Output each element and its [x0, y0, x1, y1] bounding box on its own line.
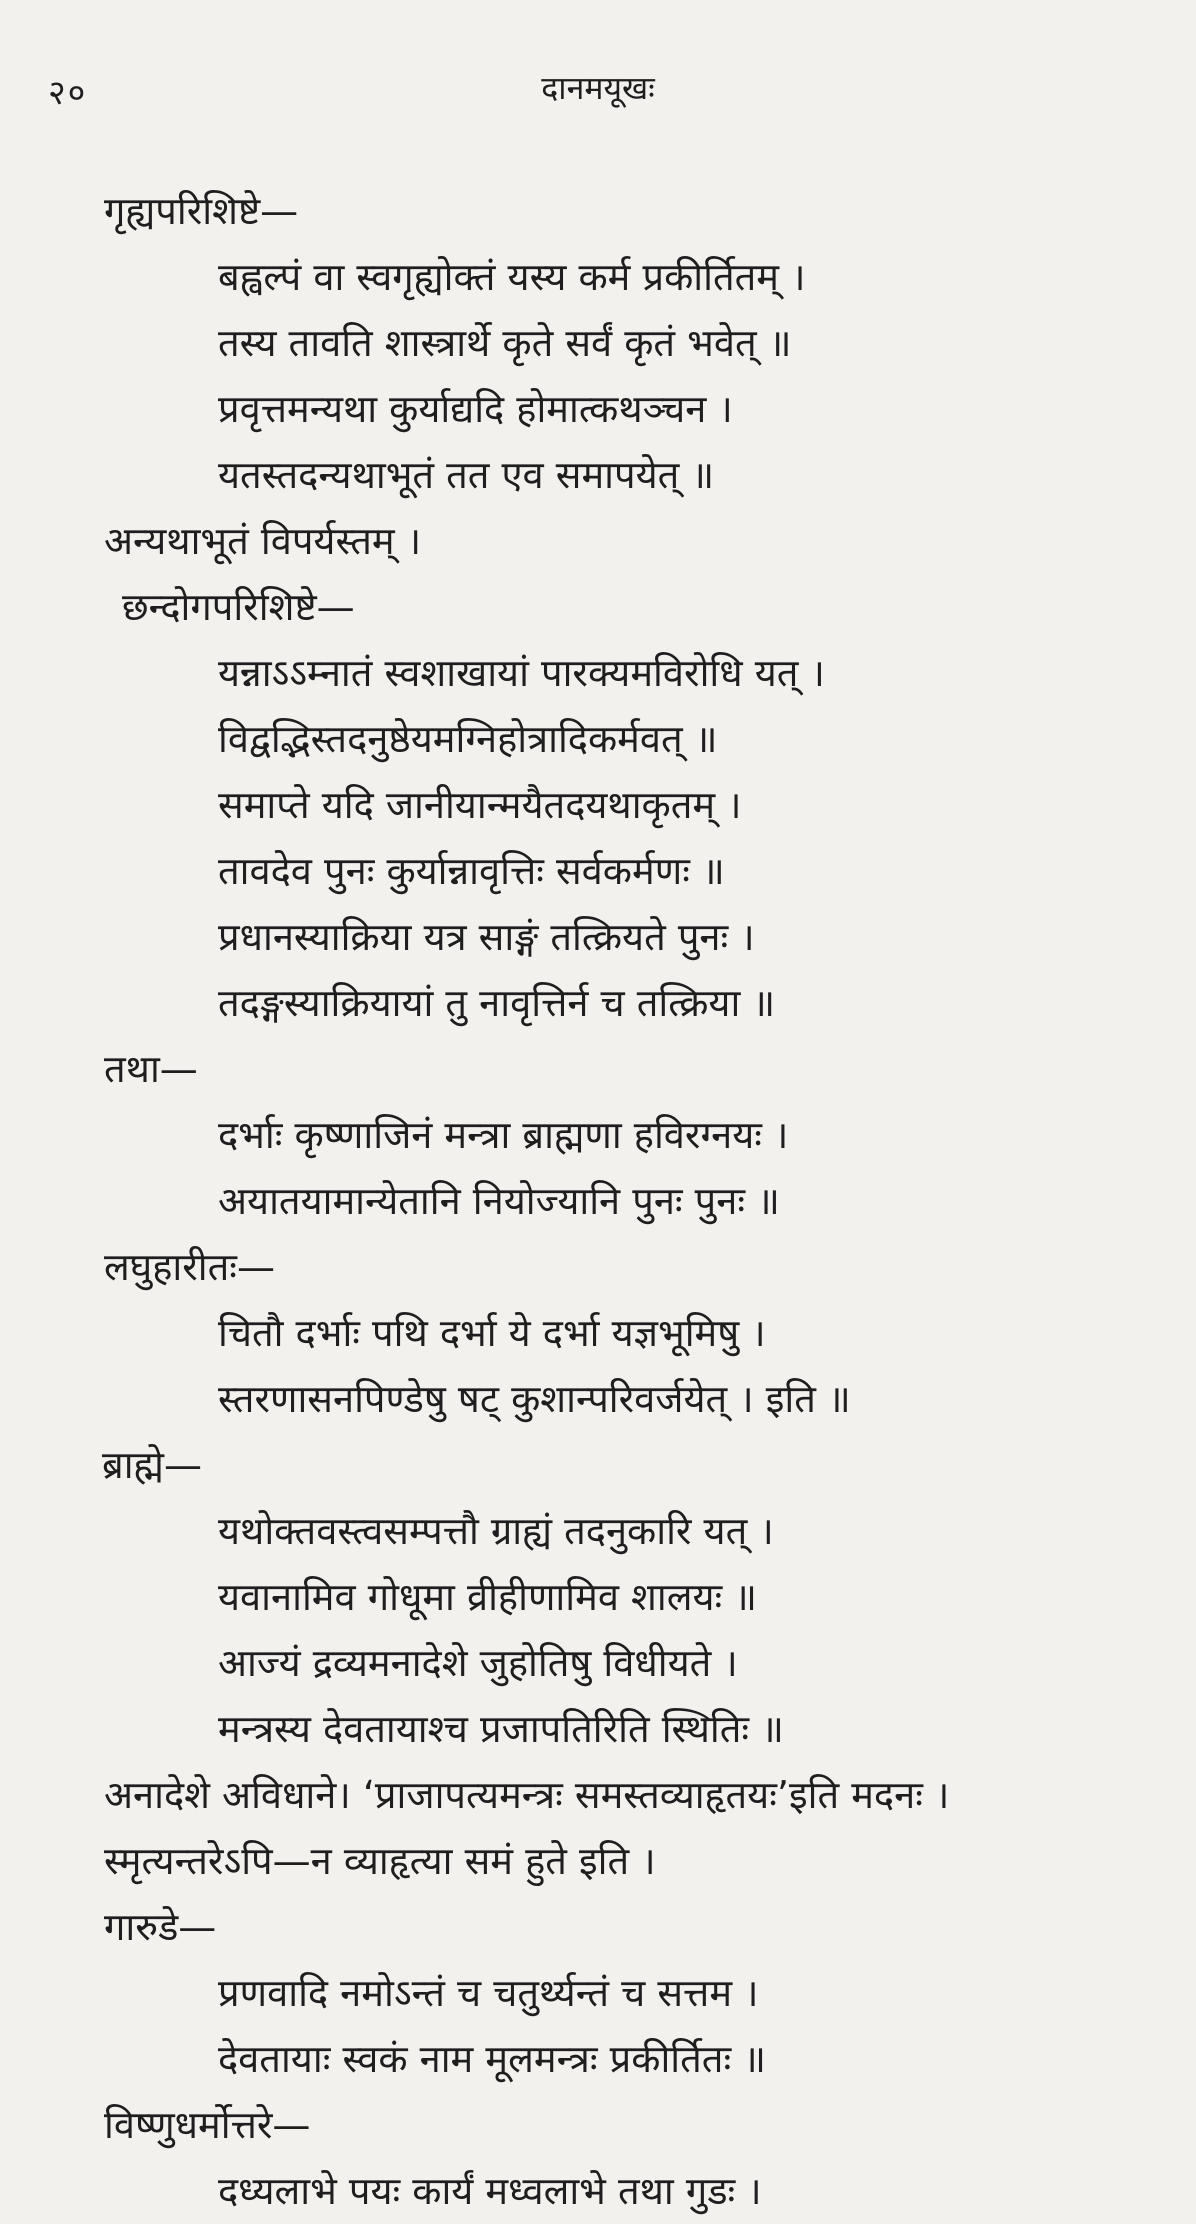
verse-line: आज्यं द्रव्यमनादेशे जुहोतिषु विधीयते ।: [218, 1641, 738, 1685]
verse-line: यतस्तदन्यथाभूतं तत एव समापयेत् ॥: [218, 453, 715, 497]
commentary-line: स्मृत्यन्तरेऽपि—न व्याहृत्या समं हुते इति ।: [104, 1839, 656, 1883]
verse-line: यवानामिव गोधूमा व्रीहीणामिव शालयः ॥: [218, 1575, 758, 1619]
verse-line: समाप्ते यदि जानीयान्मयैतदयथाकृतम् ।: [218, 783, 742, 827]
page-body: [0, 178, 1196, 2224]
verse-line: प्रधानस्याक्रिया यत्र साङ्गं तत्क्रियते पुनः ।: [218, 915, 755, 959]
section-heading: ब्राह्मे—: [102, 1443, 202, 1487]
commentary-line: अन्यथाभूतं विपर्यस्तम् ।: [104, 519, 422, 563]
section-heading: छन्दोगपरिशिष्टे—: [122, 585, 355, 629]
verse-line: यन्नाऽऽम्नातं स्वशाखायां पारक्यमविरोधि यत् ।: [218, 651, 825, 695]
verse-line: दर्भाः कृष्णाजिनं मन्त्रा ब्राह्मणा हविरग्नयः ।: [218, 1113, 789, 1157]
verse-line: मन्त्रस्य देवतायाश्च प्रजापतिरिति स्थितिः ॥: [218, 1707, 784, 1751]
section-heading: गारुडे—: [104, 1905, 217, 1949]
page-number: २०: [48, 73, 88, 113]
verse-line: बह्वल्पं वा स्वगृह्योक्तं यस्य कर्म प्रकीर्तितम् ।: [218, 255, 806, 299]
commentary-line: अनादेशे अविधाने। ‘प्राजापत्यमन्त्रः समस्तव्याहृतयः’इति मदनः ।: [104, 1773, 950, 1817]
section-heading: गृह्यपरिशिष्टे—: [104, 189, 299, 233]
verse-line: तावदेव पुनः कुर्यान्नावृत्तिः सर्वकर्मणः ॥: [218, 849, 725, 893]
verse-line: प्रवृत्तमन्यथा कुर्याद्यदि होमात्कथञ्चन ।: [218, 387, 733, 431]
section-heading: लघुहारीतः—: [104, 1245, 275, 1289]
section-heading: तथा—: [104, 1047, 198, 1091]
verse-line: स्तरणासनपिण्डेषु षट् कुशान्परिवर्जयेत् । इति ॥: [218, 1377, 851, 1421]
verse-line: देवतायाः स्वकं नाम मूलमन्त्रः प्रकीर्तितः ॥: [218, 2037, 766, 2081]
verse-line: दध्यलाभे पयः कार्यं मध्वलाभे तथा गुडः ।: [218, 2169, 762, 2213]
verse-line: अयातयामान्येतानि नियोज्यानि पुनः पुनः ॥: [218, 1179, 780, 1223]
verse-line: तस्य तावति शास्त्रार्थे कृते सर्वं कृतं भवेत् ॥: [218, 321, 792, 365]
verse-line: प्रणवादि नमोऽन्तं च चतुर्थ्यन्तं च सत्तम ।: [218, 1971, 759, 2015]
verse-line: यथोक्तवस्त्वसम्पत्तौ ग्राह्यं तदनुकारि यत् ।: [218, 1509, 774, 1553]
running-title: दानमयूखः: [541, 69, 655, 107]
verse-line: चितौ दर्भाः पथि दर्भा ये दर्भा यज्ञभूमिषु ।: [218, 1311, 766, 1355]
verse-line: विद्वद्भिस्तदनुष्ठेयमग्निहोत्रादिकर्मवत् ॥: [218, 717, 718, 761]
section-heading: विष्णुधर्मोत्तरे—: [104, 2103, 311, 2147]
verse-line: तदङ्गस्याक्रियायां तु नावृत्तिर्न च तत्क्रिया ॥: [218, 981, 776, 1025]
